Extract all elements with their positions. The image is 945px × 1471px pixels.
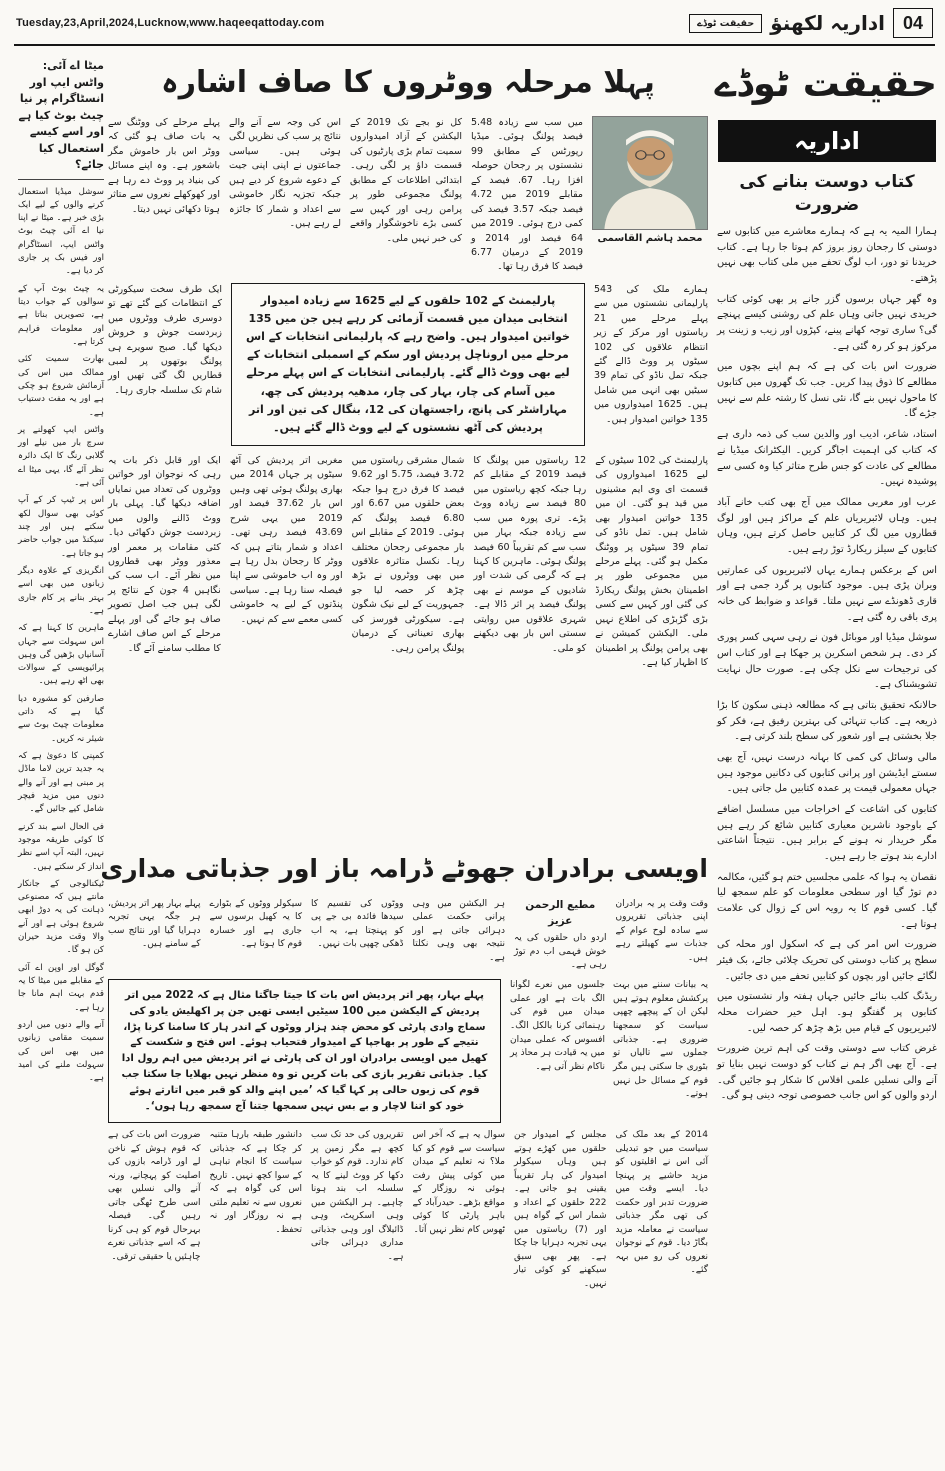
header-right-group xyxy=(689,8,933,38)
article2-pull-quote: پہلے بہار، پھر اتر پردیش اس بات کا جیتا جاگتا مثال ہے کہ 2022 میں اتر پردیش کے الیکشن میں 100 سیٹیں ایسی تھیں جن پر اکھلیش یادو کی سماج وادی پارٹی کو محض چند ہزار ووٹوں کے اندر ہار کا سامنا کرنا پڑا، نتیجے کے طور پر بھاجپا کے امیدوار فتحیاب ہوئے۔ اس فتح و شکست کے کھیل میں اویسی برادران اور ان کی پارٹی نے اتر پردیش میں اہم رول ادا کیا۔ جذباتی تقریر بازی کی بات کریں تو وہ منظر نہیں بھلایا جا سکتا جب قوم کی زبوں حالی پر کہا گیا کہ ’میں اپنے والد کو قبر میں اتارتے ہوئے خود کو اتنا لاچار و بے بس نہیں سمجھا جتنا آج سمجھ رہا ہوں‘۔ xyxy=(108,979,501,1124)
editorial-masthead: حقیقت ٹوڈے xyxy=(714,62,937,105)
article2-column-text: اردو داں حلقوں کی یہ خوش فہمی اب دم توڑ رہی ہے۔ xyxy=(514,933,607,971)
editorial-paragraph: سوشل میڈیا اور موبائل فون نے رہی سہی کسر پوری کر دی۔ ہر شخص اسکرین پر جھکا ہے اور کتاب اس کی ترجیحات سے نکل چکی ہے۔ صورت حال نہایت تشویشناک ہے۔ xyxy=(717,632,937,691)
article2-column: مجلس کے امیدوار جن حلقوں میں کھڑے ہوتے ہیں وہاں سیکولر امیدوار کی ہار تقریباً یقینی ہو جاتی ہے۔ 222 حلقوں کے اعداد و شمار اس کے گواہ ہیں اور (7) ریاستوں میں یہی تجربہ دہرایا جا چکا ہے۔ پھر بھی سبق سیکھنے کو کوئی تیار نہیں۔ xyxy=(514,1130,607,1289)
article2-top-row xyxy=(108,898,708,973)
leftcol-paragraph: ماہرین کا کہنا ہے کہ اس سہولت سے جہاں آسانیاں بڑھیں گی وہیں پرائیویسی کے سوالات بھی اٹھ رہے ہیں۔ xyxy=(18,623,104,687)
editorial-paragraph: ضرورت اس امر کی ہے کہ اسکول اور محلہ کی سطح پر کتاب دوستی کی تحریک چلائی جائے، بک فیئر لگائے جائیں اور بچوں کو کتابیں تحفے میں دی جائیں۔ xyxy=(717,939,937,982)
article2-column xyxy=(514,898,607,973)
article2-column: سیکولر ووٹوں کے بٹوارے کا یہ کھیل برسوں سے جاری ہے اور خسارہ قوم کا ہوتا ہے۔ xyxy=(209,898,302,950)
article2-column: ضرورت اس بات کی ہے کہ قوم ہوش کے ناخن لے اور ڈرامہ بازوں کی اصلیت کو پہچانے، ورنہ آنے والی نسلیں بھی اسی طرح ٹھگی جاتی رہیں گی۔ فیصلہ بہرحال قوم کو ہی کرنا ہے کہ اسے جذباتی نعرے چاہئیں یا حقیقی ترقی۔ xyxy=(108,1130,201,1262)
editorial-headline: کتاب دوست بنانے کی ضرورت xyxy=(739,171,915,216)
edition-title: اداریہ لکھنؤ xyxy=(770,11,885,35)
article1-column: شمال مشرقی ریاستوں میں 3.72 فیصد، 5.75 اور 9.62 فیصد کا فرق درج ہوا جبکہ بعض حلقوں میں 6.67 اور 6.80 فیصد پولنگ کم ہوئی۔ 2019 کے مقابلے اس بار مجموعی رجحان مختلف رہا۔ نکسل متاثرہ علاقوں میں بھی ووٹروں نے بڑھ چڑھ کر حصہ لیا جو جمہوریت کے لیے نیک شگون ہے۔ سیکورٹی فورسز کی بھاری تعیناتی کے درمیان پولنگ پرامن رہی۔ xyxy=(351,454,465,654)
article2-column: 2014 کے بعد ملک کی سیاست میں جو تبدیلی آئی اس نے اقلیتوں کو مزید حاشیے پر پہنچا دیا۔ ایسے وقت میں ضرورت تدبر اور حکمت کی تھی مگر جذباتی سیاست نے معاملہ مزید بگاڑ دیا۔ قوم کے نوجوان نعروں کی رو میں بہہ گئے۔ xyxy=(615,1130,708,1276)
author-photo xyxy=(592,116,708,230)
article1-column: اس کی وجہ سے آنے والے نتائج پر سب کی نظریں لگی ہوئی ہیں۔ سیاسی جماعتوں نے اپنی اپنی جیت کے دعوے شروع کر دیے ہیں جبکہ تجزیہ نگار خاموشی سے اعداد و شمار کا جائزہ لے رہے ہیں۔ xyxy=(229,117,341,230)
editorial-paragraph: مالی وسائل کی کمی کا بہانہ درست نہیں، آج بھی سستے ایڈیشن اور پرانی کتابوں کی دکانیں موجود ہیں جہاں معمولی قیمت پر عمدہ کتابیں مل جاتی ہیں۔ xyxy=(717,751,937,795)
leftcol-paragraph: فی الحال اسے بند کرنے کا کوئی طریقہ موجود نہیں، البتہ آپ اسے نظر انداز کر سکتے ہیں۔ xyxy=(18,821,104,872)
article2-column: ہر الیکشن میں وہی پرانی حکمت عملی دہرائی جاتی ہے اور نتیجہ بھی وہی نکلتا ہے۔ xyxy=(412,898,505,963)
article1-photo-column xyxy=(592,116,708,275)
leftcol-body xyxy=(18,186,104,1086)
article2-quote-side-columns xyxy=(510,979,708,1124)
leftcol-paragraph: صارفین کو مشورہ دیا گیا ہے کہ ذاتی معلومات چیٹ بوٹ سے شیئر نہ کریں۔ xyxy=(18,693,104,744)
editorial-paragraph: استاد، شاعر، ادیب اور والدین سب کی ذمہ داری ہے کہ کتاب کی اہمیت اجاگر کریں۔ الیکٹرانک میڈیا نے مطالعے کی عادت کو جس طرح متاثر کیا وہ کسی سے پوشیدہ نہیں۔ xyxy=(717,429,937,488)
article2-column: وقت وقت پر یہ برادران اپنی جذباتی تقریروں سے سادہ لوح عوام کے جذبات سے کھیلتے رہے ہیں۔ xyxy=(615,898,708,963)
leftcol-paragraph: آنے والے دنوں میں اردو سمیت مقامی زبانوں میں بھی اس کی سہولت ملنے کی امید ہے۔ xyxy=(18,1019,104,1084)
leftcol-paragraph: ٹیکنالوجی کے جانکار مانتے ہیں کہ مصنوعی ذہانت کی یہ دوڑ ابھی شروع ہوئی ہے اور آنے والا وقت مزید حیران کن ہو گا۔ xyxy=(18,878,104,956)
editorial-paragraph: نقصان یہ ہوا کہ علمی مجلسیں ختم ہو گئیں، مکالمہ دم توڑ گیا اور سطحی معلومات کو علم سمجھ لیا گیا۔ کسی قوم کا یہ رویہ اس کے زوال کی علامت ہوتا ہے۔ xyxy=(717,871,937,930)
center-articles xyxy=(100,56,708,1463)
leftcol-paragraph: اس پر ٹیپ کر کے آپ کوئی بھی سوال لکھ سکتے ہیں اور چند سیکنڈ میں جواب حاضر ہو جاتا ہے۔ xyxy=(18,495,104,559)
article2-column: پہلے بہار پھر اتر پردیش، ہر جگہ یہی تجربہ دہرایا گیا اور نتائج سب کے سامنے ہیں۔ xyxy=(108,898,201,950)
leftcol-paragraph: یہ چیٹ بوٹ آپ کے سوالوں کے جواب دیتا ہے، تصویریں بناتا ہے اور معلومات فراہم کرتا ہے۔ xyxy=(18,283,104,347)
article1-column: پہلے مرحلے کی ووٹنگ سے یہ بات صاف ہو گئی کہ ووٹر اس بار خاموش مگر باشعور ہے۔ وہ اپنے مسائل کی بنیاد پر ووٹ دے رہا ہے اور کھوکھلے نعروں سے متاثر ہوتا دکھائی نہیں دیتا۔ xyxy=(108,117,220,215)
page-header xyxy=(14,6,935,46)
article2-column: جلسوں میں نعرے لگوانا الگ بات ہے اور عملی میدان میں قوم کی رہنمائی کرنا بالکل الگ۔ افسوس کہ عملی میدان میں یہ قیادت ہر محاذ پر ناکام نظر آتی ہے۔ xyxy=(510,979,605,1072)
editorial-paragraph: غرض کتاب سے دوستی وقت کی اہم ترین ضرورت ہے۔ آج بھی اگر ہم نے کتاب کو دوست نہیں بنایا تو آنے والی نسلیں علمی افلاس کا شکار ہو جائیں گی۔ اردو والوں کو اس جانب خصوصی توجہ دینی ہو گی۔ xyxy=(717,1043,937,1102)
editorial-body xyxy=(717,224,937,1104)
editorial-paragraph: وہ گھر جہاں برسوں گزر جانے پر بھی کوئی کتاب خریدی نہیں جاتی وہاں علم کی روشنی کیسے پہنچے گی؟ ساری توجہ کھانے پینے، کپڑوں اور زیب و زینت پر مرکوز ہو کر رہ گئی ہے۔ xyxy=(717,293,937,352)
page-number: 04 xyxy=(893,8,933,38)
article2-column: دانشور طبقہ بارہا متنبہ کر چکا ہے کہ جذباتی سیاست کا انجام تباہی کے سوا کچھ نہیں۔ تاریخ اس کی گواہ ہے کہ نعروں سے نہ تعلیم ملتی ہے نہ روزگار اور نہ تحفظ۔ xyxy=(209,1130,302,1235)
article1-column: میں سب سے زیادہ 5.48 فیصد پولنگ ہوئی۔ میڈیا رپورٹس کے مطابق 99 نشستوں پر رجحان حوصلہ افزا رہا۔ 67. فیصد کے مقابلے 2019 میں 4.72 فیصد جبکہ 3.57 فیصد کی کمی درج ہوئی۔ 2019 میں 64 فیصد اور 2014 و 2019 کے درمیان 6.77 فیصد کا فرق رہا تھا۔ xyxy=(471,117,583,273)
article2-column: ووٹوں کی تقسیم کا سیدھا فائدہ بی جے پی کو پہنچتا ہے، یہ اب ڈھکی چھپی بات نہیں۔ xyxy=(311,898,404,950)
editorial-paragraph: ہمارا المیہ یہ ہے کہ ہمارے معاشرے میں کتابوں سے دوستی کا رجحان روز بروز کم ہوتا جا رہا ہے۔ کتاب خریدنا تو دور، اب لوگ تحفے میں ملی کتاب بھی نہیں پڑھتے۔ xyxy=(717,226,937,285)
article1-headline: پہلا مرحلہ ووٹروں کا صاف اشارہ xyxy=(161,65,655,100)
leftcol-paragraph: کمپنی کا دعویٰ ہے کہ یہ جدید ترین لاما ماڈل پر مبنی ہے اور آنے والے دنوں میں مزید فیچر شامل کیے جائیں گے۔ xyxy=(18,751,104,815)
brand-mini-box: حقیقت ٹوڈے xyxy=(689,14,762,33)
article2-column: سوال یہ ہے کہ آخر اس سیاست سے قوم کو کیا ملا؟ نہ تعلیم کے میدان میں کوئی پیش رفت ہوئی نہ روزگار کے مواقع بڑھے۔ حیدرآباد کے باہر پارٹی کا کوئی ٹھوس کام نظر نہیں آتا۔ xyxy=(412,1130,505,1235)
date-line: Tuesday,23,April,2024,Lucknow,www.haqeeqattoday.com xyxy=(16,17,325,29)
left-tech-column xyxy=(18,58,104,1463)
leftcol-paragraph: گوگل اور اوپن اے آئی کے مقابلے میں میٹا کا یہ قدم بہت اہم مانا جا رہا ہے۔ xyxy=(18,962,104,1013)
article1-column: کل نو بجے تک 2019 کے الیکشن کے آزاد امیدواروں سمیت تمام بڑی پارٹیوں کی قسمت داؤ پر لگی رہی۔ ابتدائی اطلاعات کے مطابق پولنگ مجموعی طور پر پرامن رہی اور کہیں سے کسی بڑے ناخوشگوار واقعے کی خبر نہیں ملی۔ xyxy=(350,117,463,244)
article1-column: مغربی اتر پردیش کی آٹھ سیٹوں پر جہاں 2014 میں بھاری پولنگ ہوئی تھی وہیں اس بار 37.62 فیصد اور 2019 میں یہی شرح 43.69 فیصد رہی تھی۔ اعداد و شمار بتاتے ہیں کہ ووٹر کا رجحان بدل رہا ہے اور وہ اب خاموشی سے اپنا فیصلہ سنا رہا ہے۔ سیاسی پنڈتوں کے لیے یہ خاموشی کسی معمے سے کم نہیں۔ xyxy=(229,454,343,625)
article1-pull-quote: پارلیمنٹ کے 102 حلقوں کے لیے 1625 سے زیادہ امیدوار انتخابی میدان میں قسمت آزمائی کر رہے ہیں جن میں 135 خواتین امیدوار ہیں۔ واضح رہے کہ پارلیمانی انتخابات کے اس مرحلے میں اروناچل پردیش اور سکم کے اسمبلی انتخابات کے لیے بھی ووٹ ڈالے گئے۔ پارلیمانی انتخابات کے اس پہلے مرحلے میں آسام کی چار، بہار کی چار، مدھیہ پردیش کی چھ، مہاراشٹر کی پانچ، راجستھان کی 12، بنگال کی تین اور اتر پردیش کی آٹھ نشستوں کے لیے ووٹ ڈالے گئے ہیں۔ xyxy=(231,283,585,446)
editorial-paragraph: کتابوں کی اشاعت کے اخراجات میں مسلسل اضافے کے باوجود ناشرین معیاری کتابیں شائع کر رہے ہیں مگر خریدار نہ ہونے کے برابر ہیں۔ نتیجتاً اشاعتی ادارے بند ہوتے جا رہے ہیں۔ xyxy=(717,803,937,862)
article2-bottom-row xyxy=(108,1129,708,1463)
leftcol-paragraph: بھارت سمیت کئی ممالک میں اس کی آزمائش شروع ہو چکی ہے اور یہ مفت دستیاب ہے۔ xyxy=(18,354,104,418)
article1-column: ایک طرف سخت سیکورٹی کے انتظامات کیے گئے تھے تو دوسری طرف ووٹروں میں زبردست جوش و خروش دیکھا گیا۔ صبح سویرے ہی پولنگ بوتھوں پر لمبی قطاریں لگ گئی تھیں اور شام تک سلسلہ جاری رہا۔ xyxy=(108,283,222,396)
article2-column: تقریروں کی حد تک سب کچھ ہے مگر زمین پر کام ندارد۔ قوم کو خواب دکھا کر ووٹ لینے کا یہ سلسلہ اب بند ہونا چاہیے۔ ہر الیکشن میں وہی اسکرپٹ، وہی ڈائیلاگ اور وہی جذباتی مداری دہرائی جاتی ہے۔ xyxy=(311,1130,404,1262)
article1-column: 12 ریاستوں میں پولنگ کا فیصد 2019 کے مقابلے کم رہا جبکہ کچھ ریاستوں میں 80 فیصد سے زیادہ ووٹ پڑے۔ تری پورہ میں سب سے زیادہ جبکہ بہار میں سب سے کم تقریباً 60 فیصد پولنگ ہوئی۔ ماہرین کا کہنا ہے کہ گرمی کی شدت اور شادیوں کے موسم نے بھی پولنگ فیصد پر اثر ڈالا ہے۔ شہری علاقوں میں روایتی سستی اس بار بھی دیکھنے کو ملی۔ xyxy=(473,454,587,654)
editorial-paragraph: ضرورت اس بات کی ہے کہ ہم اپنے بچوں میں مطالعے کا ذوق پیدا کریں۔ جب تک گھروں میں کتابوں کا ماحول نہیں بنے گا، نئی نسل کا رشتہ علم سے نہیں جڑے گا۔ xyxy=(717,361,937,420)
article1-column: ایک اور قابل ذکر بات یہ رہی کہ نوجوان اور خواتین ووٹروں کی تعداد میں نمایاں اضافہ دیکھا گیا۔ پہلی بار ووٹ ڈالنے والوں میں زبردست جوش دکھائی دیا۔ کئی مقامات پر معمر اور معذور ووٹر بھی قطاروں میں نظر آئے۔ اب سب کی نگاہیں 4 جون کے نتائج پر لگی ہیں جب اصل تصویر صاف ہو جائے گی اور پہلے مرحلے کے اس صاف اشارے کا مطلب سامنے آئے گا۔ xyxy=(108,454,221,654)
leftcol-headline: میٹا اے آئی: واٹس ایپ اور انسٹاگرام پر نیا چیٹ بوٹ کیا ہے اور اسے کیسے استعمال کیا جائے؟ xyxy=(18,58,104,180)
editorial-paragraph: ریڈنگ کلب بنائے جائیں جہاں ہفتہ وار نشستوں میں کتابوں پر گفتگو ہو۔ اہل خیر حضرات محلہ لائبریریوں کے قیام میں بڑھ چڑھ کر حصہ لیں۔ xyxy=(717,991,937,1034)
photo-caption: محمد ہاشم القاسمی xyxy=(597,233,703,244)
article1-quote-row xyxy=(108,283,708,446)
editorial-column xyxy=(714,56,937,1463)
article1-column: ہمارے ملک کی 543 پارلیمانی نشستوں میں سے پہلے مرحلے میں 21 ریاستوں اور مرکز کے زیر انتظام علاقوں کی 102 سیٹوں پر ووٹ ڈالے گئے جبکہ تمل ناڈو کی تمام 39 سیٹیں بھی انہی میں شامل ہیں۔ 1625 امیدواروں میں 135 خواتین امیدوار ہیں۔ xyxy=(594,283,708,425)
editorial-paragraph: عرب اور مغربی ممالک میں آج بھی کتب خانے آباد ہیں۔ وہاں لائبریریاں علم کے مراکز ہیں اور لوگ قطاروں میں لگ کر کتابیں حاصل کرتے ہیں، وہاں کتابوں کے سیلز ریکارڈ توڑ رہے ہیں۔ xyxy=(717,496,937,555)
editorial-paragraph: حالانکہ تحقیق بتاتی ہے کہ مطالعہ ذہنی سکون کا بڑا ذریعہ ہے۔ کتاب تنہائی کی بہترین رفیق ہے، فکر کو جلا بخشتی ہے اور شعور کی سطح بلند کرتی ہے۔ xyxy=(717,699,937,743)
article2-column: یہ بیانات سننے میں بہت پرکشش معلوم ہوتے ہیں لیکن ان کے پیچھے چھپی سیاست کو سمجھنا ضروری ہے۔ جذباتی جملوں سے تالیاں تو بٹوری جا سکتی ہیں مگر قوم کے مسائل حل نہیں ہوتے۔ xyxy=(613,979,708,1100)
article1-column: پارلیمنٹ کی 102 سیٹوں کے لیے 1625 امیدواروں کی قسمت ای وی ایم مشینوں میں قید ہو گئی۔ ان میں 135 خواتین امیدوار بھی شامل ہیں۔ تمل ناڈو کی تمام 39 سیٹوں پر ووٹنگ مکمل ہو گئی۔ پہلے مرحلے میں مجموعی طور پر اطمینان بخش پولنگ ریکارڈ کی گئی اور کہیں سے کسی بڑی گڑبڑی کی اطلاع نہیں ملی۔ الیکشن کمیشن نے بھی پرامن پولنگ پر اطمینان کا اظہار کیا ہے۔ xyxy=(595,454,708,669)
leftcol-paragraph: انگریزی کے علاوہ دیگر زبانوں میں بھی اسے بہتر بنانے پر کام جاری ہے۔ xyxy=(18,565,104,616)
article1-top-row xyxy=(108,116,708,275)
article2-headline: اویسی برادران جھوٹے ڈرامہ باز اور جذباتی مداری xyxy=(100,853,708,883)
leftcol-paragraph: سوشل میڈیا استعمال کرنے والوں کے لیے ایک بڑی خبر ہے۔ میٹا نے اپنا نیا اے آئی چیٹ بوٹ واٹس ایپ، انسٹاگرام اور فیس بک پر جاری کر دیا ہے۔ xyxy=(18,186,104,277)
article2-byline: مطیع الرحمن عزیز xyxy=(525,898,596,927)
editorial-paragraph: اس کے برعکس ہمارے یہاں لائبریریوں کی عمارتیں ویران پڑی ہیں۔ موجود کتابوں پر گرد جمی ہے اور قاری ڈھونڈے سے نہیں ملتا۔ قواعد و ضوابط کی خانہ پری باقی رہ گئی ہے۔ xyxy=(717,564,937,623)
article1-bottom-row xyxy=(108,454,708,836)
editorial-section-label: اداریہ xyxy=(718,120,936,162)
article2-quote-row xyxy=(108,979,708,1124)
leftcol-paragraph: واٹس ایپ کھولنے پر سرچ بار میں نیلے اور گلابی رنگ کا ایک دائرہ نظر آئے گا، یہی میٹا اے آئی ہے۔ xyxy=(18,424,104,489)
